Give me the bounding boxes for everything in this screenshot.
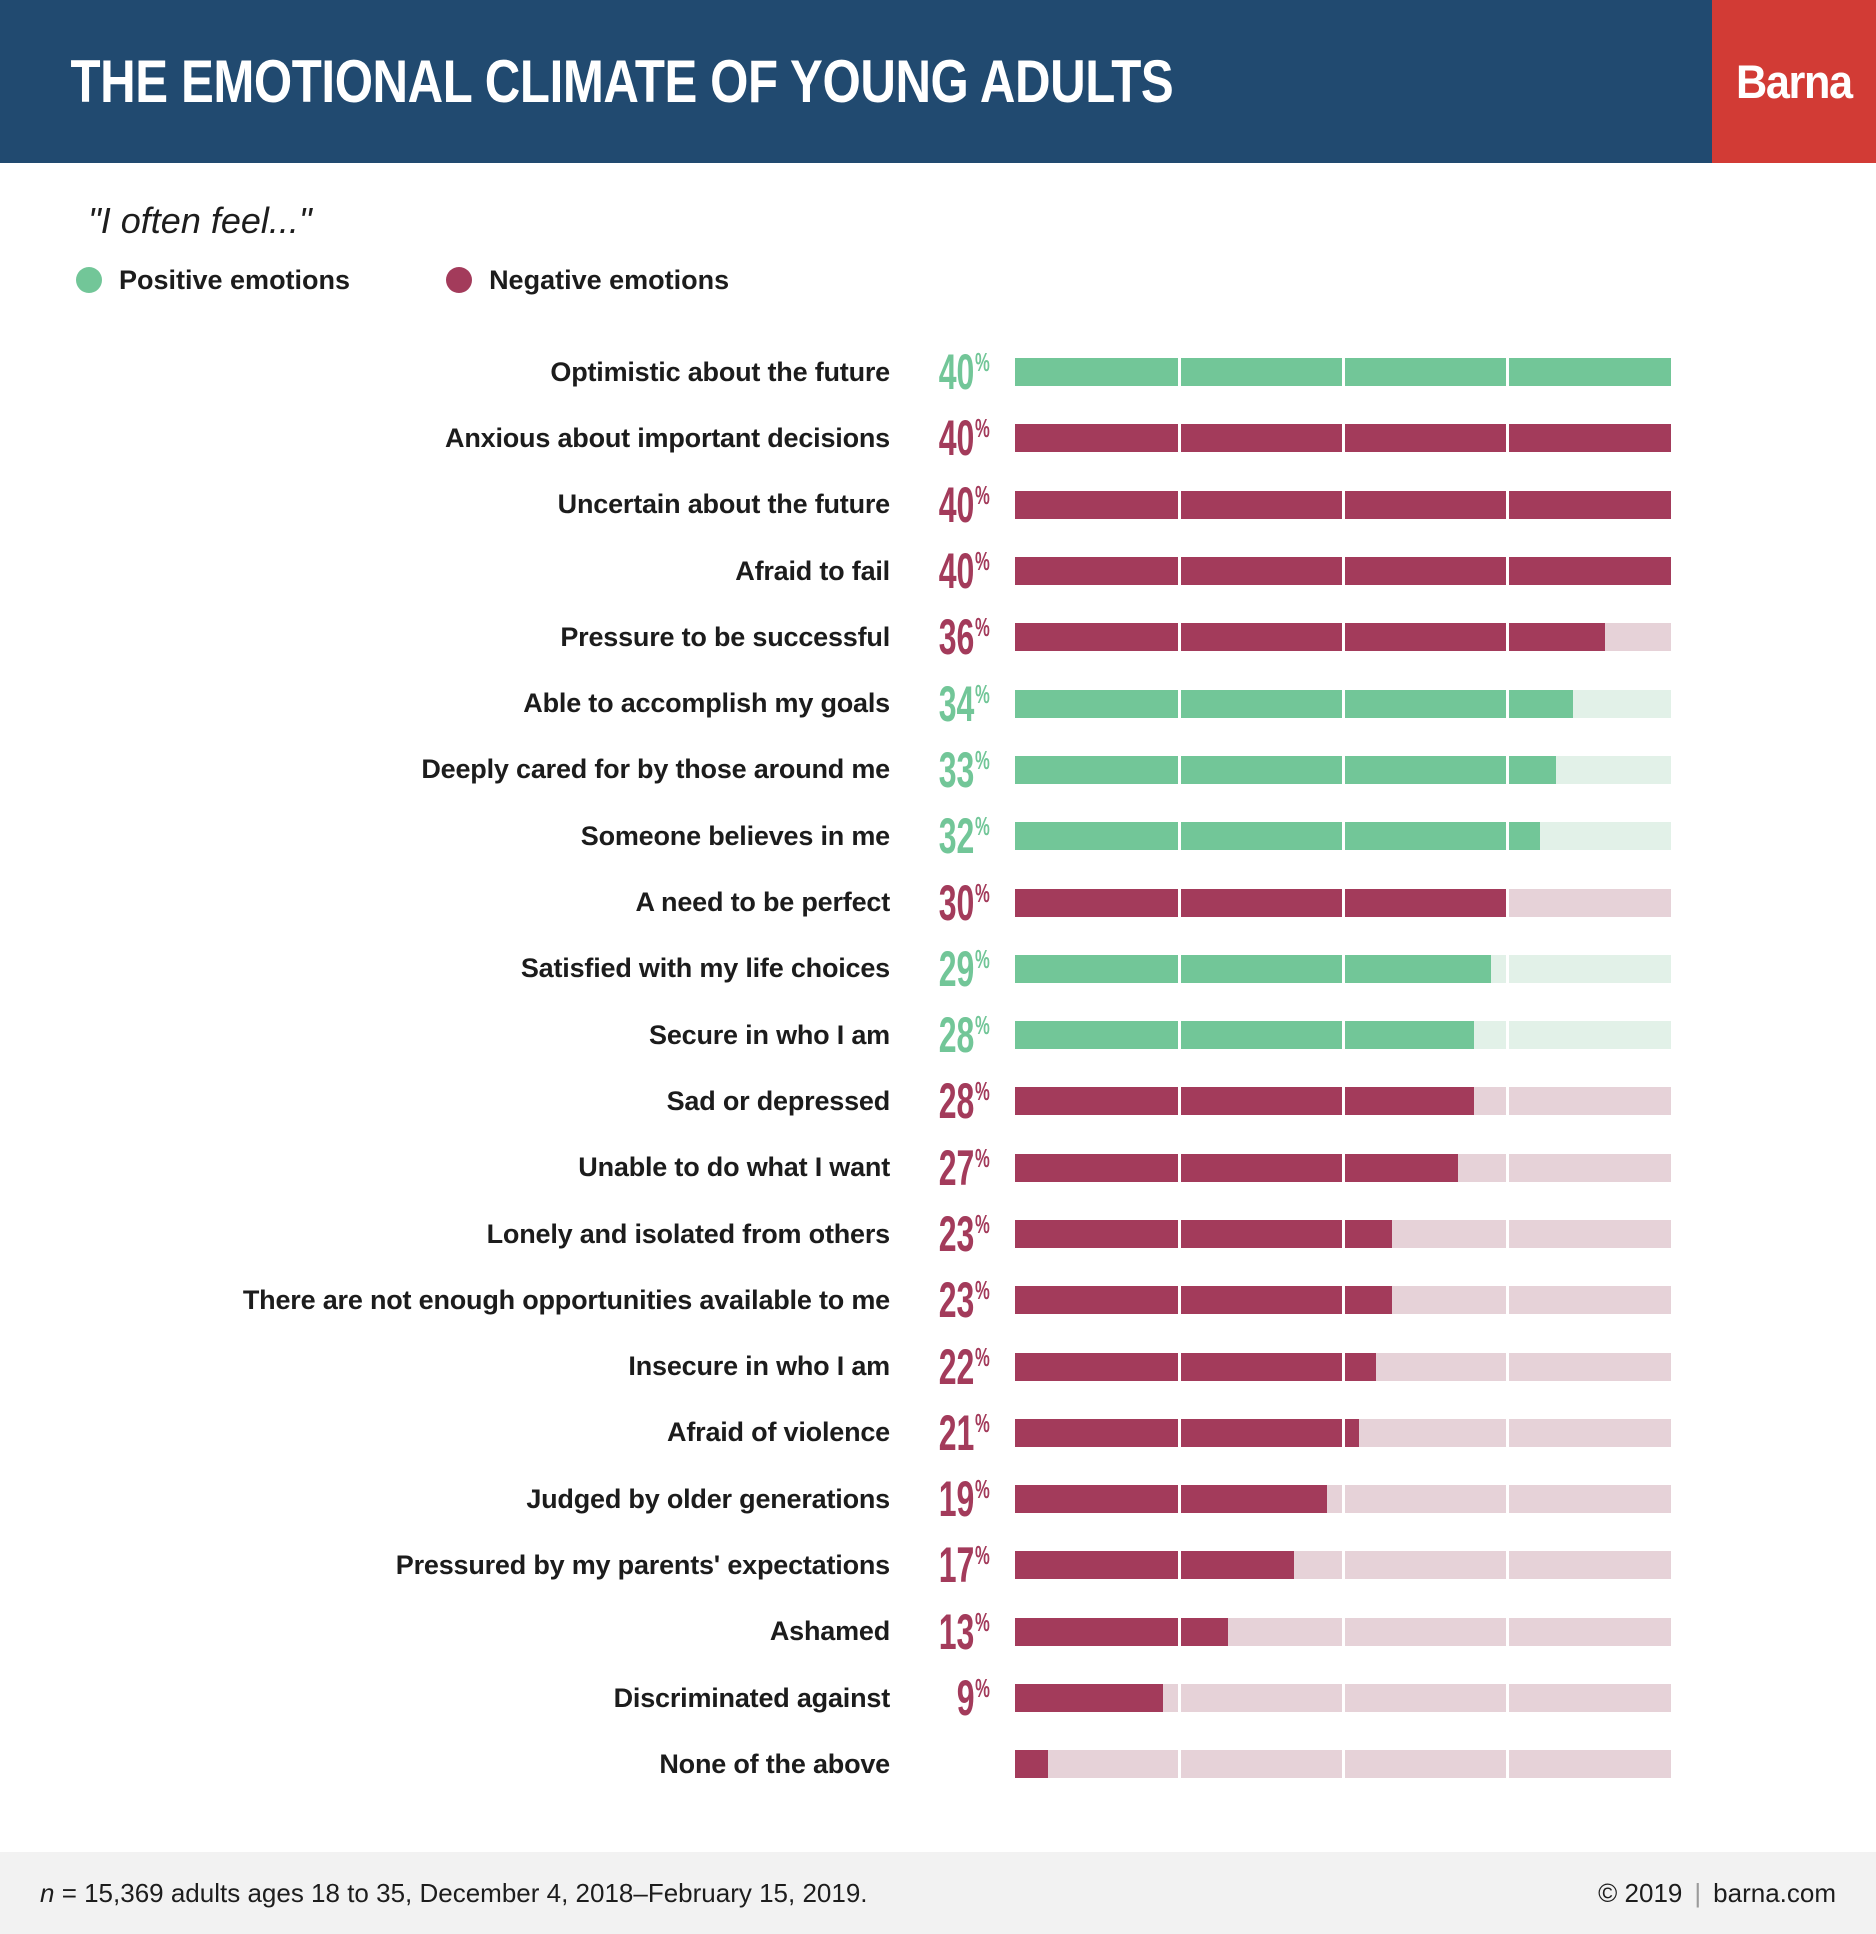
bar-track (1015, 424, 1671, 452)
bar-value: 32% (938, 808, 990, 865)
legend-label-positive: Positive emotions (119, 264, 351, 295)
chart-row (0, 1267, 1876, 1333)
gridline (1178, 1154, 1181, 1182)
bar-fill (1015, 1551, 1294, 1579)
chart-row (0, 1201, 1876, 1267)
bar-value: 27% (938, 1139, 990, 1196)
chart-row (0, 737, 1876, 803)
bar-chart (0, 339, 1876, 1798)
negative-emotions-dot-icon (446, 267, 472, 293)
bar-track (1015, 1684, 1671, 1712)
gridline (1506, 889, 1509, 917)
percent-sign: % (975, 347, 990, 378)
chart-row (0, 604, 1876, 670)
gridline (1342, 1750, 1345, 1778)
bar-label: Afraid of violence (667, 1417, 890, 1448)
chart-row (0, 803, 1876, 869)
bar-label: Ashamed (769, 1616, 890, 1647)
gridline (1178, 889, 1181, 917)
header (0, 0, 1876, 163)
chart-row (0, 869, 1876, 935)
bar-track (1015, 1087, 1671, 1115)
bar-fill (1015, 690, 1573, 718)
copyright-separator: | (1694, 1877, 1702, 1908)
bar-track (1015, 1353, 1671, 1381)
gridline (1342, 1684, 1345, 1712)
bar-track (1015, 1618, 1671, 1646)
gridline (1506, 557, 1509, 585)
sample-note (40, 1878, 868, 1909)
gridline (1178, 623, 1181, 651)
gridline (1506, 756, 1509, 784)
percent-sign: % (975, 1275, 990, 1306)
bar-label: Anxious about important decisions (445, 422, 890, 453)
chart-row (0, 1599, 1876, 1665)
chart-row (0, 1135, 1876, 1201)
gridline (1506, 623, 1509, 651)
legend-item-positive (76, 265, 350, 296)
page-title: THE EMOTIONAL CLIMATE OF YOUNG ADULTS (70, 48, 1174, 115)
percent-sign: % (975, 811, 990, 842)
bar-label: Secure in who I am (649, 1019, 890, 1050)
gridline (1178, 1485, 1181, 1513)
gridline (1178, 491, 1181, 519)
bar-track (1015, 557, 1671, 585)
gridline (1506, 690, 1509, 718)
gridline (1506, 1419, 1509, 1447)
gridline (1342, 1154, 1345, 1182)
percent-sign: % (975, 1010, 990, 1041)
percent-sign: % (975, 877, 990, 908)
bar-value: 40% (938, 344, 990, 401)
bar-value: 17% (938, 1537, 990, 1594)
percent-sign: % (975, 943, 990, 974)
bar-track (1015, 1220, 1671, 1248)
bar-label: Judged by older generations (526, 1483, 890, 1514)
gridline (1178, 1551, 1181, 1579)
barna-logo-text: Barna (1736, 55, 1852, 108)
percent-sign: % (975, 1407, 990, 1438)
bar-label: Uncertain about the future (557, 489, 890, 520)
gridline (1506, 491, 1509, 519)
gridline (1342, 822, 1345, 850)
percent-sign: % (975, 1673, 990, 1704)
chart-row (0, 472, 1876, 538)
gridline (1506, 822, 1509, 850)
percent-sign: % (975, 1606, 990, 1637)
gridline (1342, 690, 1345, 718)
bar-value: 9% (956, 1670, 990, 1727)
gridline (1342, 1551, 1345, 1579)
chart-row (0, 936, 1876, 1002)
gridline (1178, 424, 1181, 452)
bar-fill (1015, 1087, 1474, 1115)
bar-fill (1015, 1684, 1163, 1712)
gridline (1178, 955, 1181, 983)
chart-row (0, 405, 1876, 471)
gridline (1342, 756, 1345, 784)
chart-row (0, 670, 1876, 736)
chart-row (0, 1532, 1876, 1598)
bar-label: None of the above (659, 1748, 890, 1779)
bar-value: 13% (938, 1603, 990, 1660)
bar-label: Satisfied with my life choices (520, 953, 890, 984)
bar-track (1015, 955, 1671, 983)
percent-sign: % (975, 546, 990, 577)
bar-value: 34% (938, 675, 990, 732)
gridline (1506, 1618, 1509, 1646)
bar-label: Lonely and isolated from others (486, 1218, 890, 1249)
gridline (1342, 424, 1345, 452)
sample-note-n: n (40, 1877, 55, 1908)
gridline (1178, 690, 1181, 718)
bar-value: 19% (938, 1471, 990, 1528)
percent-sign: % (975, 1341, 990, 1372)
bar-value: 23% (938, 1272, 990, 1329)
gridline (1342, 1087, 1345, 1115)
bar-track (1015, 491, 1671, 519)
bar-track (1015, 358, 1671, 386)
copyright (1598, 1878, 1836, 1909)
percent-sign: % (975, 1540, 990, 1571)
bar-fill (1015, 1419, 1359, 1447)
percent-sign: % (975, 1142, 990, 1173)
quote-subtitle: "I often feel..." (88, 200, 312, 241)
gridline (1506, 1220, 1509, 1248)
bar-track (1015, 1750, 1671, 1778)
gridline (1342, 491, 1345, 519)
bar-track (1015, 1021, 1671, 1049)
gridline (1178, 1750, 1181, 1778)
bar-value: 36% (938, 609, 990, 666)
legend-item-negative (446, 265, 729, 296)
bar-fill (1015, 623, 1605, 651)
bar-track (1015, 1419, 1671, 1447)
bar-fill (1015, 1021, 1474, 1049)
gridline (1178, 756, 1181, 784)
bar-fill (1015, 889, 1507, 917)
gridline (1342, 1353, 1345, 1381)
percent-sign: % (975, 678, 990, 709)
bar-value: 30% (938, 874, 990, 931)
bar-fill (1015, 1485, 1327, 1513)
gridline (1506, 1154, 1509, 1182)
chart-row (0, 1068, 1876, 1134)
bar-fill (1015, 1220, 1392, 1248)
bar-value: 40% (938, 476, 990, 533)
bar-value: 28% (938, 1007, 990, 1064)
percent-sign: % (975, 612, 990, 643)
bar-fill (1015, 1286, 1392, 1314)
bar-label: Someone believes in me (580, 820, 890, 851)
gridline (1506, 1750, 1509, 1778)
chart-row (0, 1731, 1876, 1797)
bar-value: 21% (938, 1404, 990, 1461)
gridline (1178, 822, 1181, 850)
bar-fill (1015, 1750, 1048, 1778)
copyright-year: © 2019 (1598, 1877, 1683, 1908)
gridline (1342, 1485, 1345, 1513)
gridline (1178, 1684, 1181, 1712)
gridline (1506, 1087, 1509, 1115)
bar-track (1015, 690, 1671, 718)
bar-label: A need to be perfect (635, 887, 890, 918)
gridline (1342, 889, 1345, 917)
barna-logo (1712, 0, 1876, 163)
chart-row (0, 538, 1876, 604)
chart-row (0, 1466, 1876, 1532)
bar-track (1015, 889, 1671, 917)
bar-value: 33% (938, 741, 990, 798)
bar-label: Pressured by my parents' expectations (395, 1549, 890, 1580)
bar-label: Able to accomplish my goals (523, 688, 890, 719)
bar-track (1015, 1485, 1671, 1513)
gridline (1506, 1485, 1509, 1513)
bar-track (1015, 756, 1671, 784)
percent-sign: % (975, 1076, 990, 1107)
bar-value: 40% (938, 543, 990, 600)
gridline (1178, 1353, 1181, 1381)
bar-fill (1015, 1618, 1228, 1646)
bar-label: Sad or depressed (666, 1085, 890, 1116)
bar-label: Discriminated against (613, 1682, 890, 1713)
bar-track (1015, 1154, 1671, 1182)
gridline (1178, 1021, 1181, 1049)
gridline (1178, 1419, 1181, 1447)
bar-track (1015, 822, 1671, 850)
gridline (1178, 1286, 1181, 1314)
chart-row (0, 339, 1876, 405)
bar-value: 22% (938, 1338, 990, 1395)
bar-label: Deeply cared for by those around me (421, 754, 890, 785)
gridline (1178, 1087, 1181, 1115)
bar-value: 28% (938, 1073, 990, 1130)
footer (0, 1852, 1876, 1934)
gridline (1178, 1618, 1181, 1646)
chart-row (0, 1333, 1876, 1399)
sample-note-text: = 15,369 adults ages 18 to 35, December 4, 2018–February 15, 2019. (54, 1877, 868, 1908)
gridline (1506, 1551, 1509, 1579)
chart-row (0, 1665, 1876, 1731)
gridline (1342, 557, 1345, 585)
gridline (1506, 955, 1509, 983)
percent-sign: % (975, 479, 990, 510)
bar-fill (1015, 756, 1556, 784)
chart-row (0, 1400, 1876, 1466)
gridline (1342, 623, 1345, 651)
percent-sign: % (975, 1474, 990, 1505)
gridline (1342, 1220, 1345, 1248)
gridline (1178, 557, 1181, 585)
bar-fill (1015, 822, 1540, 850)
gridline (1506, 358, 1509, 386)
gridline (1506, 1286, 1509, 1314)
gridline (1506, 1684, 1509, 1712)
gridline (1506, 1021, 1509, 1049)
bar-label: Pressure to be successful (560, 621, 890, 652)
gridline (1342, 1286, 1345, 1314)
bar-label: Insecure in who I am (628, 1351, 890, 1382)
bar-value: 23% (938, 1206, 990, 1262)
bar-label: Afraid to fail (735, 555, 890, 586)
bar-fill (1015, 955, 1491, 983)
gridline (1342, 1021, 1345, 1049)
gridline (1342, 1419, 1345, 1447)
copyright-site: barna.com (1713, 1877, 1836, 1908)
bar-label: There are not enough opportunities available to me (242, 1284, 890, 1315)
bar-fill (1015, 1353, 1376, 1381)
bar-value: 29% (938, 940, 990, 997)
percent-sign: % (975, 744, 990, 775)
positive-emotions-dot-icon (76, 267, 102, 293)
bar-value: 40% (938, 410, 990, 467)
gridline (1342, 358, 1345, 386)
legend-label-negative: Negative emotions (489, 264, 730, 295)
bar-track (1015, 1551, 1671, 1579)
gridline (1178, 1220, 1181, 1248)
bar-track (1015, 1286, 1671, 1314)
chart-row (0, 1002, 1876, 1068)
bar-label: Unable to do what I want (578, 1152, 890, 1183)
gridline (1342, 1618, 1345, 1646)
bar-fill (1015, 1154, 1458, 1182)
legend (76, 265, 1876, 295)
percent-sign: % (975, 1209, 990, 1239)
gridline (1506, 1353, 1509, 1381)
bar-track (1015, 623, 1671, 651)
percent-sign: % (975, 413, 990, 444)
bar-label: Optimistic about the future (550, 356, 890, 387)
gridline (1342, 955, 1345, 983)
gridline (1506, 424, 1509, 452)
gridline (1178, 358, 1181, 386)
